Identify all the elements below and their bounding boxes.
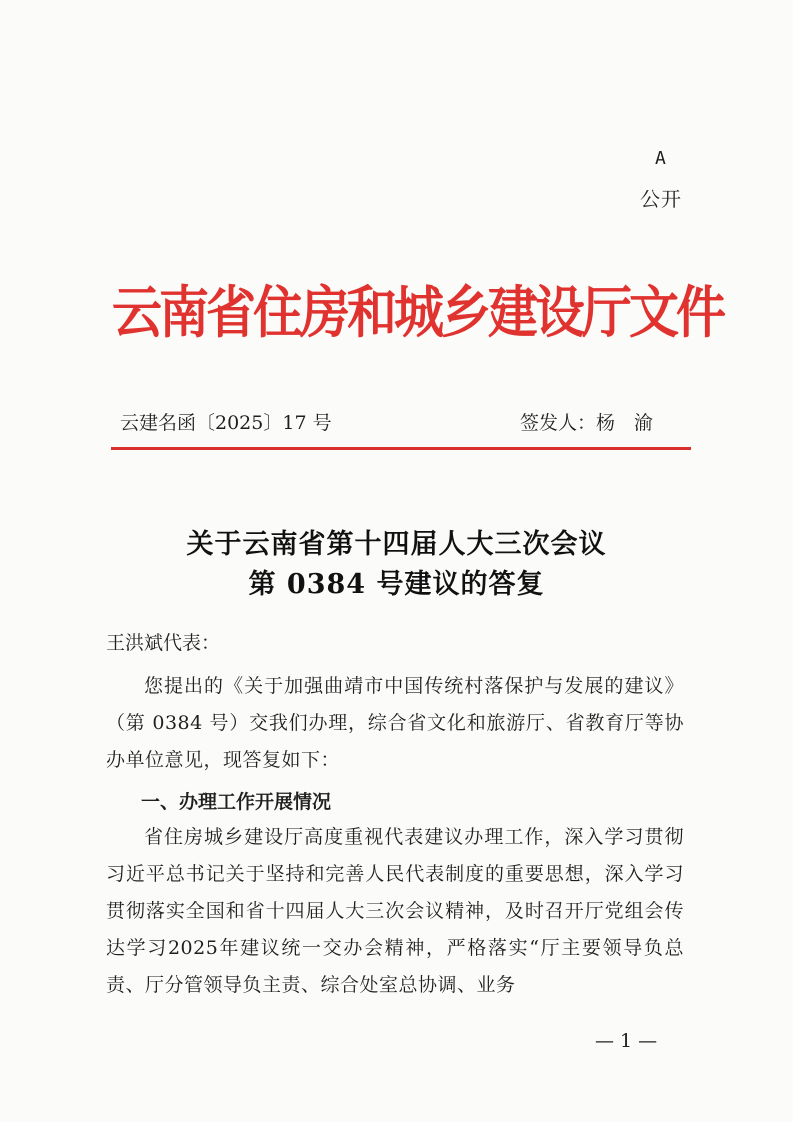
page-number: — 1 — xyxy=(595,1030,658,1052)
body-paragraph-1: 您提出的《关于加强曲靖市中国传统村落保护与发展的建议》（第 0384 号）交我们办理，综合省文化和旅游厅、省教育厅等协办单位意见，现答复如下： xyxy=(106,675,684,771)
document-title-line-2: 第 0384 号建议的答复 xyxy=(248,569,545,600)
disclosure-mark: 公开 xyxy=(640,187,682,211)
salutation: 王洪斌代表： xyxy=(106,632,221,654)
section-heading-1: 一、办理工作开展情况 xyxy=(141,791,332,813)
body-paragraph-2: 省住房城乡建设厅高度重视代表建议办理工作，深入学习贯彻习近平总书记关于坚持和完善人民代表制度的重要思想，深入学习贯彻落实全国和省十四届人大三次会议精神，及时召开厅党组会传达学习2025年建议统一交办会精神，严格落实“厅主要领导负总责、厅分管领导负主责、综合处室总协调、业务 xyxy=(106,826,684,996)
level-mark: A xyxy=(655,148,666,169)
signer: 签发人：杨 渝 xyxy=(520,412,654,434)
red-divider xyxy=(111,447,691,450)
document-number: 云建名函〔2025〕17 号 xyxy=(120,412,332,434)
masthead-title: 云南省住房和城乡建设厅文件 xyxy=(112,280,723,346)
document-title-line-1: 关于云南省第十四届人大三次会议 xyxy=(186,529,607,560)
